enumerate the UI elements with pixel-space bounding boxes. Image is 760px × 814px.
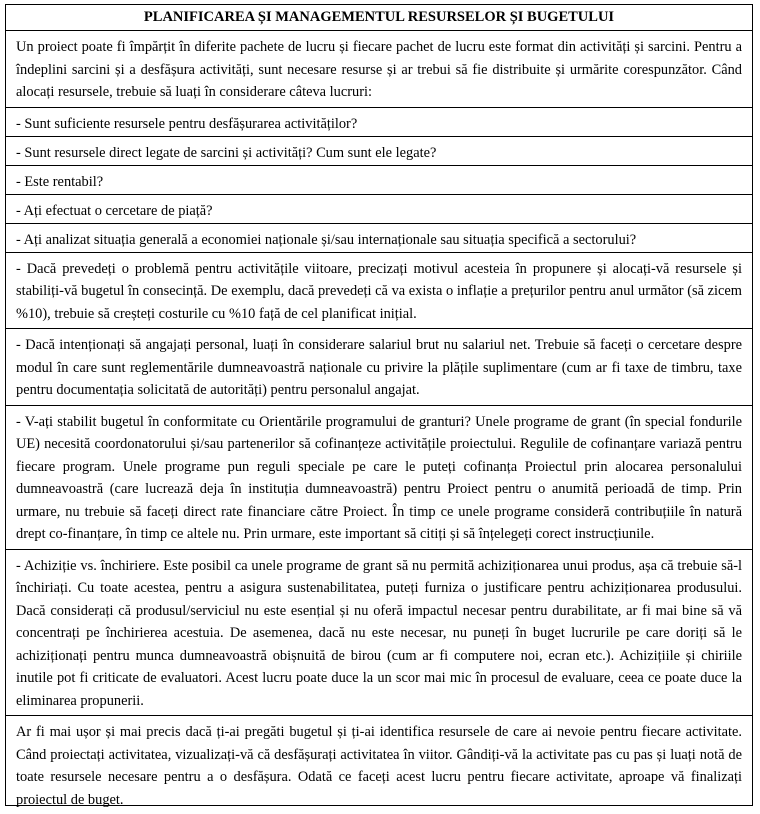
question-resources-linked: - Sunt resursele direct legate de sarcini și activități? Cum sunt ele legate? [6,137,752,166]
paragraph-cofinancing: - V-ați stabilit bugetul în conformitate cu Orientările programului de granturi? Unele programe de grant (în special fondurile UE) necesită coordonatorului și/sau partenerilor să cofinanțeze activitățile proiectului. Regulile de cofinanțare variază pentru fiecare program. Unele programe pun reguli speciale pe care le puteți cofinanța Proiectul prin alocarea personalului dumneavoastră (care lucrează deja în instituția dumneavoastră) pentru Proiect pentru o anumită perioadă de timp. Prin urmare, nu trebuie să faceți direct rate financiare către Proiect. În timp ce unele programe consideră contribuțiile în natură drept co-finanțare, în timp ce altele nu. Prin urmare, este important să citiți și să înțelegeți corect instrucțiunile. [6,406,752,550]
paragraph-staff: - Dacă intenționați să angajați personal, luați în considerare salariul brut nu salariul net. Trebuie să faceți o cercetare despre modul în care sunt reglementările dumneavoastră naționale cu privire la plățile suplimentare (cum ar fi taxe de timbru, taxe pentru documentația solicitată de autorități) pentru personalul angajat. [6,329,752,406]
question-resources-sufficient: - Sunt suficiente resursele pentru desfășurarea activităților? [6,108,752,137]
question-cost-effective: - Este rentabil? [6,166,752,195]
question-market-research: - Ați efectuat o cercetare de piață? [6,195,752,224]
paragraph-purchase-vs-rent: - Achiziție vs. închiriere. Este posibil ca unele programe de grant să nu permită achiziționarea unui produs, așa că trebuie să-l închiriați. Cu toate acestea, pentru a asigura sustenabilitatea, puteți furniza o justificare pentru achiziționarea produsului. Dacă considerați că produsul/serviciul nu este esențial și nu oferă impactul necesar pentru durabilitate, ar fi mai bine să vă concentrați pe închirierea acestuia. De asemenea, dacă nu este necesar, nu puneți în buget lucrurile pe care doriți să le achiziționați pentru munca dumneavoastră obișnuită de birou (cum ar fi computere noi, ecran etc.). Achizițiile și chiriile inutile pot fi criticate de evaluatori. Acest lucru poate duce la un scor mai mic în procesul de evaluare, ceea ce poate duce la eliminarea propunerii. [6,550,752,717]
intro-paragraph: Un proiect poate fi împărțit în diferite pachete de lucru și fiecare pachet de lucru este format din activități și sarcini. Pentru a îndeplini sarcini și a desfășura activități, sunt necesare resurse și ar trebui să fie distribuite și urmărite corespunzător. Când alocați resursele, trebuie să luați în considerare câteva lucruri: [6,31,752,108]
question-economy-analysis: - Ați analizat situația generală a economiei naționale și/sau internaționale sau situația specifică a sectorului? [6,224,752,253]
document-title: PLANIFICAREA ȘI MANAGEMENTUL RESURSELOR ȘI BUGETULUI [6,5,752,31]
document-frame [5,4,753,806]
paragraph-conclusion: Ar fi mai ușor și mai precis dacă ți-ai pregăti bugetul și ți-ai identifica resursele de care ai nevoie pentru fiecare activitate. Când proiectați activitatea, vizualizați-vă că desfășurați activitatea în viitor. Gândiți-vă la activitate pas cu pas și luați notă de toate resursele necesare pentru a o desfășura. Odată ce faceți acest lucru pentru fiecare activitate, aproape vă finalizați proiectul de buget. [16,724,742,808]
paragraph-inflation: - Dacă prevedeți o problemă pentru activitățile viitoare, precizați motivul acesteia în propunere și alocați-vă resursele și stabiliți-vă bugetul în consecință. De exemplu, dacă prevedeți că va exista o inflație a prețurilor pentru anul următor (să zicem %10), trebuie să creșteți costurile cu %10 față de cel planificat inițial. [6,253,752,330]
